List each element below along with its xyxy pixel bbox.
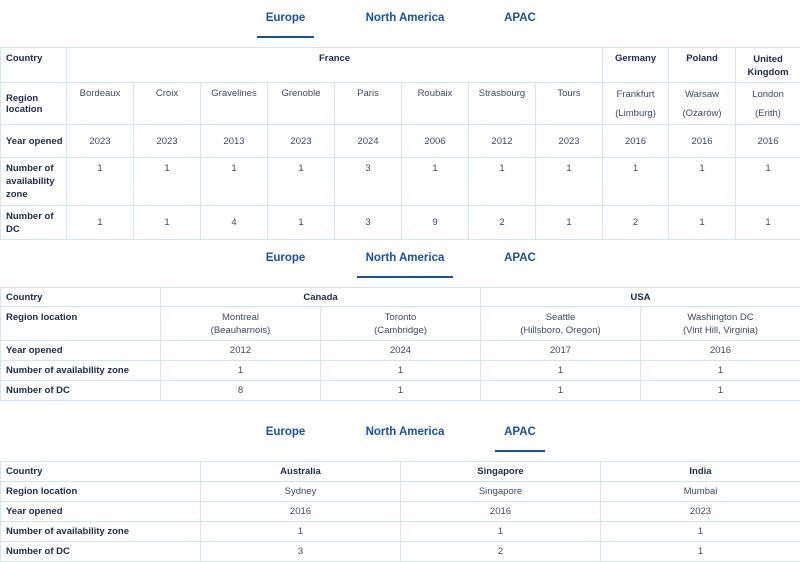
region-tabs xyxy=(0,422,800,456)
row-label-country: Country xyxy=(1,462,201,482)
country-cell: United Kingdom xyxy=(736,48,800,83)
north-america-table xyxy=(0,287,800,401)
region-cell: Croix xyxy=(134,83,201,125)
table-row xyxy=(1,83,800,125)
table-row xyxy=(1,502,800,522)
year-cell: 2016 xyxy=(736,125,800,158)
region-tabs xyxy=(0,248,800,282)
row-label-country: Country xyxy=(1,48,67,83)
az-cell: 1 xyxy=(268,158,335,206)
az-cell: 1 xyxy=(201,158,268,206)
dc-cell: 4 xyxy=(201,206,268,240)
region-cell: Paris xyxy=(335,83,402,125)
row-label-dc: Number of DC xyxy=(1,206,67,240)
row-label-year: Year opened xyxy=(1,341,161,361)
region-cell: Toronto (Cambridge) xyxy=(321,307,481,341)
country-cell: Germany xyxy=(603,48,669,83)
az-cell: 1 xyxy=(321,361,481,381)
az-cell: 1 xyxy=(469,158,536,206)
az-cell: 3 xyxy=(335,158,402,206)
table-row xyxy=(1,542,800,562)
year-cell: 2016 xyxy=(669,125,736,158)
country-cell: France xyxy=(67,48,603,83)
europe-section xyxy=(0,0,800,34)
table-row xyxy=(1,206,800,240)
az-cell: 1 xyxy=(401,522,601,542)
year-cell: 2016 xyxy=(603,125,669,158)
region-cell: Bordeaux xyxy=(67,83,134,125)
tab-north-america[interactable]: North America xyxy=(362,8,448,36)
table-row xyxy=(1,158,800,206)
tab-europe[interactable]: Europe xyxy=(257,422,314,450)
az-cell: 1 xyxy=(161,361,321,381)
region-cell: Seattle (Hillsboro, Oregon) xyxy=(481,307,641,341)
az-cell: 1 xyxy=(134,158,201,206)
region-cell: Tours xyxy=(536,83,603,125)
table-row xyxy=(1,361,800,381)
dc-cell: 3 xyxy=(335,206,402,240)
dc-cell: 9 xyxy=(402,206,469,240)
dc-cell: 1 xyxy=(641,381,800,401)
row-label-region: Region location xyxy=(1,307,161,341)
country-cell: Canada xyxy=(161,288,481,307)
table-row xyxy=(1,341,800,361)
country-cell: USA xyxy=(481,288,800,307)
az-cell: 1 xyxy=(603,158,669,206)
row-label-country: Country xyxy=(1,288,161,307)
tab-north-america[interactable]: North America xyxy=(362,422,448,450)
table-row xyxy=(1,381,800,401)
row-label-dc: Number of DC xyxy=(1,542,201,562)
region-cell: Grenoble xyxy=(268,83,335,125)
year-cell: 2006 xyxy=(402,125,469,158)
region-cell: Washington DC (Vint Hill, Virginia) xyxy=(641,307,800,341)
region-cell: Montreal (Beauharnois) xyxy=(161,307,321,341)
dc-cell: 1 xyxy=(601,542,800,562)
year-cell: 2016 xyxy=(641,341,800,361)
row-label-year: Year opened xyxy=(1,125,67,158)
year-cell: 2023 xyxy=(601,502,800,522)
dc-cell: 3 xyxy=(201,542,401,562)
table-row xyxy=(1,288,800,307)
dc-cell: 1 xyxy=(67,206,134,240)
dc-cell: 1 xyxy=(134,206,201,240)
dc-cell: 8 xyxy=(161,381,321,401)
az-cell: 1 xyxy=(669,158,736,206)
tab-apac[interactable]: APAC xyxy=(495,422,545,452)
dc-cell: 2 xyxy=(603,206,669,240)
row-label-az: Number of availability zone xyxy=(1,522,201,542)
year-cell: 2017 xyxy=(481,341,641,361)
az-cell: 1 xyxy=(402,158,469,206)
region-cell: Gravelines xyxy=(201,83,268,125)
year-cell: 2024 xyxy=(335,125,402,158)
region-cell: Mumbai xyxy=(601,482,800,502)
country-cell: Poland xyxy=(669,48,736,83)
region-tabs xyxy=(0,8,800,42)
row-label-az: Number of availability zone xyxy=(1,158,67,206)
year-cell: 2016 xyxy=(201,502,401,522)
tab-apac[interactable]: APAC xyxy=(500,248,540,276)
year-cell: 2016 xyxy=(401,502,601,522)
region-cell: Sydney xyxy=(201,482,401,502)
az-cell: 1 xyxy=(481,361,641,381)
az-cell: 1 xyxy=(67,158,134,206)
year-cell: 2023 xyxy=(536,125,603,158)
year-cell: 2012 xyxy=(161,341,321,361)
europe-table xyxy=(0,47,800,240)
table-row xyxy=(1,462,800,482)
apac-table xyxy=(0,461,800,562)
dc-cell: 1 xyxy=(481,381,641,401)
table-row xyxy=(1,48,800,83)
row-label-region: Region location xyxy=(1,83,67,125)
dc-cell: 1 xyxy=(736,206,800,240)
az-cell: 1 xyxy=(601,522,800,542)
region-cell: London (Erith) xyxy=(736,83,800,125)
az-cell: 1 xyxy=(736,158,800,206)
tab-europe[interactable]: Europe xyxy=(257,248,314,276)
az-cell: 1 xyxy=(201,522,401,542)
region-cell: Frankfurt (Limburg) xyxy=(603,83,669,125)
dc-cell: 1 xyxy=(321,381,481,401)
az-cell: 1 xyxy=(641,361,800,381)
table-row xyxy=(1,522,800,542)
az-cell: 1 xyxy=(536,158,603,206)
tab-europe[interactable]: Europe xyxy=(257,8,314,38)
dc-cell: 1 xyxy=(536,206,603,240)
year-cell: 2013 xyxy=(201,125,268,158)
year-cell: 2023 xyxy=(67,125,134,158)
year-cell: 2024 xyxy=(321,341,481,361)
table-row xyxy=(1,482,800,502)
row-label-az: Number of availability zone xyxy=(1,361,161,381)
year-cell: 2012 xyxy=(469,125,536,158)
region-cell: Roubaix xyxy=(402,83,469,125)
country-cell: Australia xyxy=(201,462,401,482)
dc-cell: 2 xyxy=(401,542,601,562)
year-cell: 2023 xyxy=(268,125,335,158)
row-label-year: Year opened xyxy=(1,502,201,522)
region-cell: Warsaw (Ożarów) xyxy=(669,83,736,125)
country-cell: India xyxy=(601,462,800,482)
country-cell: Singapore xyxy=(401,462,601,482)
year-cell: 2023 xyxy=(134,125,201,158)
region-cell: Singapore xyxy=(401,482,601,502)
dc-cell: 1 xyxy=(669,206,736,240)
tab-apac[interactable]: APAC xyxy=(500,8,540,36)
region-cell: Strasbourg xyxy=(469,83,536,125)
row-label-region: Region location xyxy=(1,482,201,502)
dc-cell: 2 xyxy=(469,206,536,240)
row-label-dc: Number of DC xyxy=(1,381,161,401)
table-row xyxy=(1,125,800,158)
table-row xyxy=(1,307,800,341)
dc-cell: 1 xyxy=(268,206,335,240)
tab-north-america[interactable]: North America xyxy=(357,248,453,278)
